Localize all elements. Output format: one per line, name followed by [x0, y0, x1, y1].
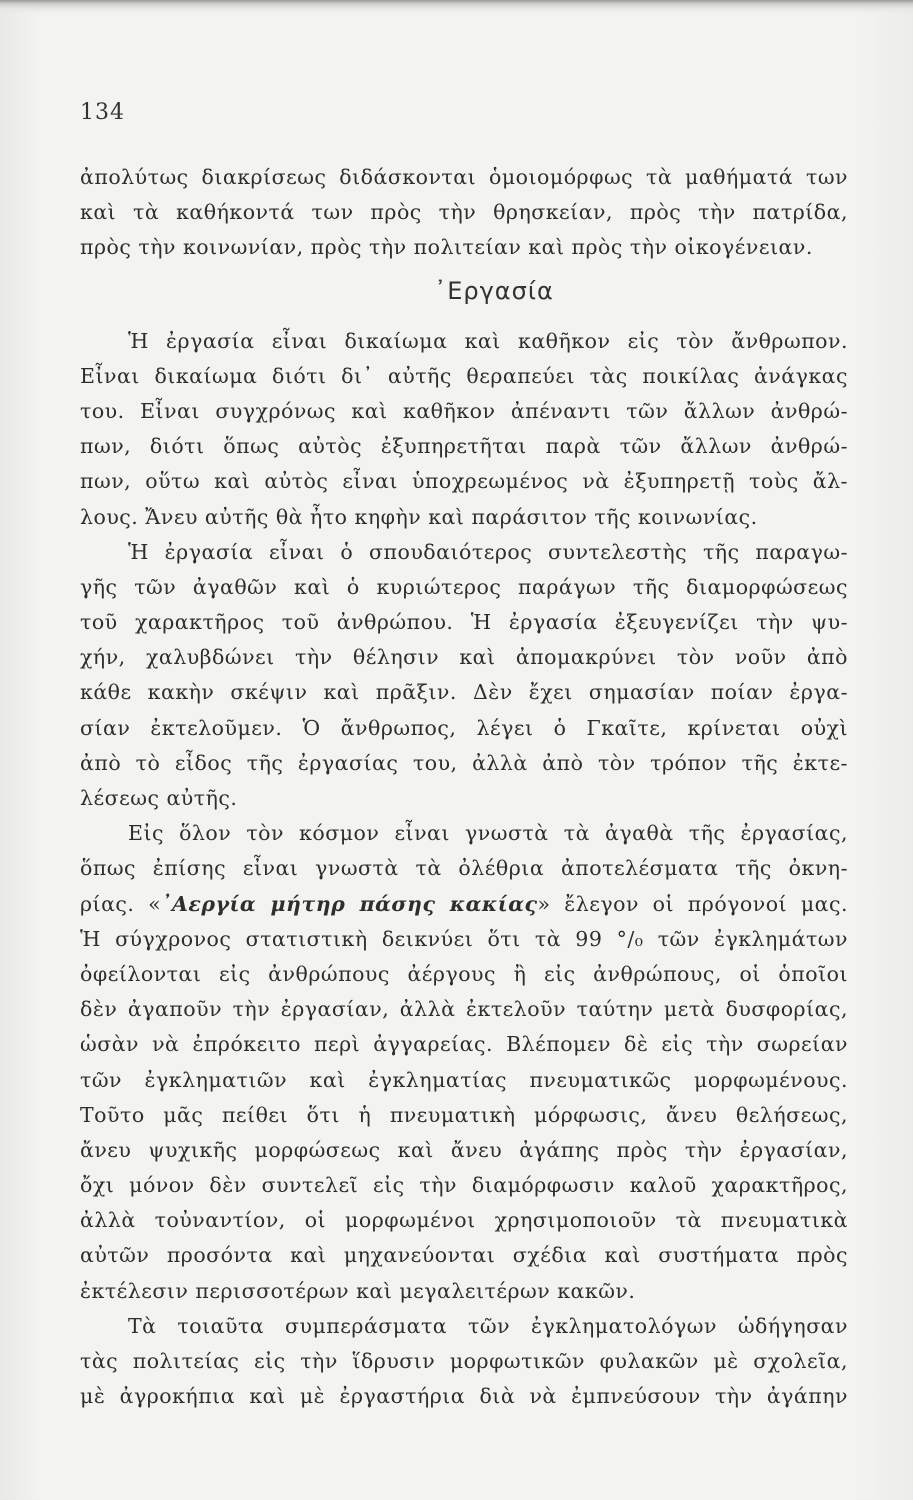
page-number: 134 [80, 100, 125, 125]
page-text [80, 160, 848, 1414]
text-line: Ἡ σύγχρονος στατιστικὴ δεικνύει ὅτι τὰ 99 °/₀ τῶν ἐγκλημάτων [80, 926, 848, 951]
section-heading: ᾿Εργασία [434, 276, 554, 305]
text-line: χήν, χαλυβδώνει τὴν θέλησιν καὶ ἀπομακρύνει τὸν νοῦν ἀπὸ [80, 645, 848, 670]
text-line: δὲν ἀγαποῦν τὴν ἐργασίαν, ἀλλὰ ἐκτελοῦν ταύτην μετὰ δυσφορίας, [80, 997, 848, 1022]
text-line: αὐτῶν προσόντα καὶ μηχανεύονται σχέδια καὶ συστήματα πρὸς [80, 1243, 848, 1268]
text-line: ὀφείλονται εἰς ἀνθρώπους ἀέργους ἢ εἰς ἀνθρώπους, οἱ ὁποῖοι [80, 961, 848, 986]
text-line: καὶ τὰ καθήκοντά των πρὸς τὴν θρησκείαν, πρὸς τὴν πατρίδα, [80, 200, 848, 225]
text-line: λους. Ἄνευ αὐτῆς θὰ ἦτο κηφὴν καὶ παράσιτον τῆς κοινωνίας. [80, 504, 758, 529]
text-line: τοῦ χαρακτῆρος τοῦ ἀνθρώπου. Ἡ ἐργασία ἐξευγενίζει τὴν ψυ- [80, 610, 848, 635]
text-line: του. Εἶναι συγχρόνως καὶ καθῆκον ἀπέναντι τῶν ἄλλων ἀνθρώ- [80, 398, 848, 423]
text-line: ἀπὸ τὸ εἶδος τῆς ἐργασίας του, ἀλλὰ ἀπὸ τὸν τρόπον τῆς ἐκτε- [80, 750, 848, 775]
text-line: ἄνευ ψυχικῆς μορφώσεως καὶ ἄνευ ἀγάπης πρὸς τὴν ἐργασίαν, [80, 1137, 848, 1162]
text-line: ἀλλὰ τοὐναντίον, οἱ μορφωμένοι χρησιμοποιοῦν τὰ πνευματικὰ [80, 1208, 848, 1233]
text-line: Τὰ τοιαῦτα συμπεράσματα τῶν ἐγκληματολόγων ὡδήγησαν [128, 1313, 848, 1338]
text-line: κάθε κακὴν σκέψιν καὶ πρᾶξιν. Δὲν ἔχει σημασίαν ποίαν ἐργα- [80, 680, 848, 705]
text-line: μὲ ἀγροκήπια καὶ μὲ ἐργαστήρια διὰ νὰ ἐμπνεύσουν τὴν ἀγάπην [80, 1384, 848, 1409]
text-line: Εἶναι δικαίωμα διότι δι᾿ αὐτῆς θεραπεύει τὰς ποικίλας ἀνάγκας [80, 363, 848, 388]
text-line: Ἡ ἐργασία εἶναι ὁ σπουδαιότερος συντελεστὴς τῆς παραγω- [128, 539, 848, 564]
text-line: ὅπως ἐπίσης εἶναι γνωστὰ τὰ ὀλέθρια ἀποτελέσματα τῆς ὀκνη- [80, 856, 848, 881]
text-line: πρὸς τὴν κοινωνίαν, πρὸς τὴν πολιτείαν καὶ πρὸς τὴν οἰκογένειαν. [80, 235, 813, 260]
text-line: Εἰς ὅλον τὸν κόσμον εἶναι γνωστὰ τὰ ἀγαθὰ τῆς ἐργασίας, [128, 821, 848, 846]
text-line: πων, οὕτω καὶ αὐτὸς εἶναι ὑποχρεωμένος νὰ ἐξυπηρετῇ τοὺς ἄλ- [80, 469, 848, 494]
text-line: ὄχι μόνον δὲν συντελεῖ εἰς τὴν διαμόρφωσιν καλοῦ χαρακτῆρος, [80, 1173, 848, 1198]
text-line: Ἡ ἐργασία εἶναι δικαίωμα καὶ καθῆκον εἰς τὸν ἄνθρωπον. [128, 328, 848, 353]
ancient-quote: ᾿Αεργία μήτηρ πάσης κακίας [161, 891, 538, 916]
text-line: πων, διότι ὅπως αὐτὸς ἐξυπηρετῆται παρὰ τῶν ἄλλων ἀνθρώ- [80, 434, 848, 459]
text-line: γῆς τῶν ἀγαθῶν καὶ ὁ κυριώτερος παράγων τῆς διαμορφώσεως [80, 574, 848, 599]
quote-line [80, 887, 848, 922]
text-line: σίαν ἐκτελοῦμεν. Ὁ ἄνθρωπος, λέγει ὁ Γκαῖτε, κρίνεται οὐχὶ [80, 715, 848, 740]
text-line: ὡσὰν νὰ ἐπρόκειτο περὶ ἀγγαρείας. Βλέπομεν δὲ εἰς τὴν σωρείαν [80, 1032, 848, 1057]
quote-prefix: ρίας. « [80, 891, 162, 916]
quote-suffix: » ἔλεγον οἱ πρόγονοί μας. [537, 891, 848, 916]
page-top-edge [0, 0, 913, 14]
text-line: ἀπολύτως διακρίσεως διδάσκονται ὁμοιομόρφως τὰ μαθήματά των [80, 165, 848, 189]
text-line: λέσεως αὐτῆς. [80, 786, 238, 810]
text-line: τῶν ἐγκληματιῶν καὶ ἐγκληματίας πνευματικῶς μορφωμένους. [80, 1067, 848, 1092]
text-line: ἐκτέλεσιν περισσοτέρων καὶ μεγαλειτέρων κακῶν. [80, 1278, 636, 1303]
text-line: Τοῦτο μᾶς πείθει ὅτι ἡ πνευματικὴ μόρφωσις, ἄνευ θελήσεως, [80, 1102, 848, 1127]
text-line: τὰς πολιτείας εἰς τὴν ἵδρυσιν μορφωτικῶν φυλακῶν μὲ σχολεῖα, [80, 1349, 848, 1373]
